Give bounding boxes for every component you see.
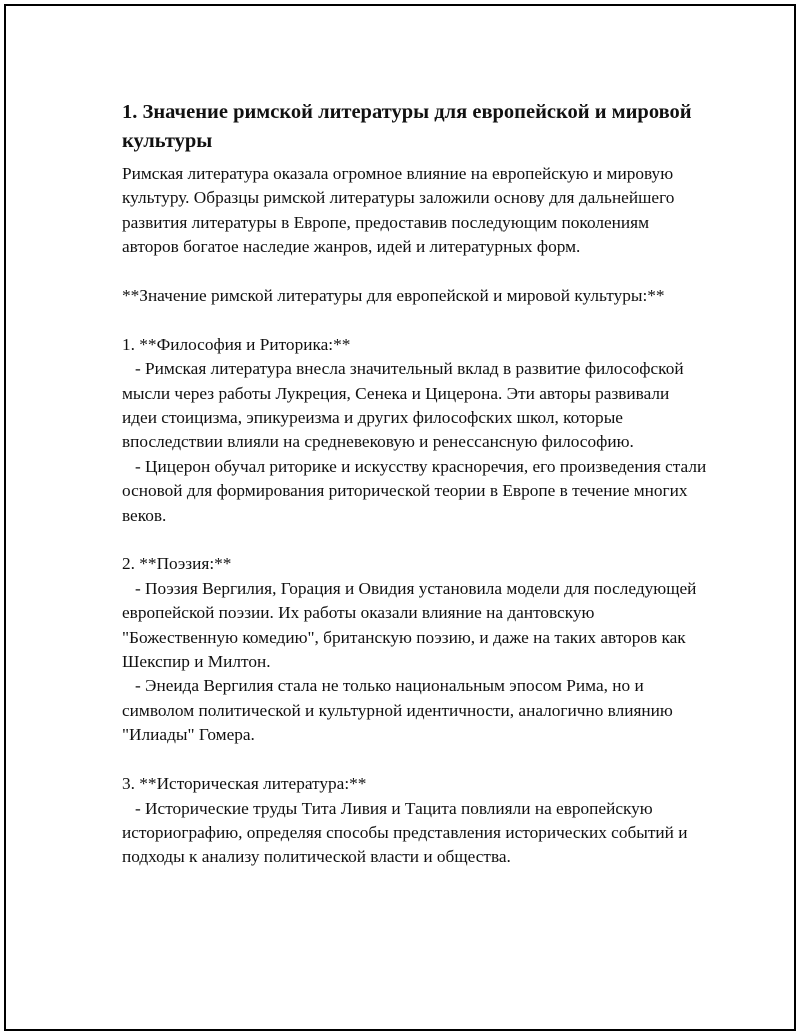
section-title: 3. **Историческая литература:** [122, 774, 367, 794]
section-bullet: - Римская литература внесла значительный вклад в развитие философской мысли через работы Лукреция, Сенека и Цицерона. Эти авторы развивали идеи стоицизма, эпикуреизма и других философских школ, которые впоследствии влияли на средневековую и ренессансную философию. [122, 359, 688, 452]
section-bullet: - Исторические труды Тита Ливия и Тацита повлияли на европейскую историографию, определяя способы представления исторических событий и подходы к анализу политической власти и общества. [122, 798, 692, 867]
section-title: 1. **Философия и Риторика:** [122, 334, 351, 354]
page-frame [4, 4, 796, 1031]
spacer [122, 748, 707, 772]
document-body [122, 98, 711, 870]
section-bullet: - Цицерон обучал риторике и искусству красноречия, его произведения стали основой для формирования риторической теории в Европе в течение многих веков. [122, 456, 711, 525]
section-bullet: - Поэзия Вергилия, Горация и Овидия установила модели для последующей европейской поэзии. Их работы оказали влияние на дантовскую "Божественную комедию", британскую поэзию, и даже на таких авторов как Шекспир и Милтон. [122, 578, 701, 672]
section-title: 2. **Поэзия:** [122, 554, 232, 574]
spacer [122, 260, 707, 284]
intro-paragraph: Римская литература оказала огромное влияние на европейскую и мировую культуру. Образцы римской литературы заложили основу для дальнейшего развития литературы в Европе, предоставив последующим поколениям авторов богатое наследие жанров, идей и литературных форм. [122, 164, 679, 257]
subheading: **Значение римской литературы для европейской и мировой культуры:** [122, 286, 665, 306]
page-title: 1. Значение римской литературы для европейской и мировой культуры [122, 101, 692, 152]
spacer [122, 308, 707, 332]
spacer [122, 528, 707, 552]
section-bullet: - Энеида Вергилия стала не только национальным эпосом Рима, но и символом политической и культурной идентичности, аналогично влиянию "Илиады" Гомера. [122, 676, 678, 745]
